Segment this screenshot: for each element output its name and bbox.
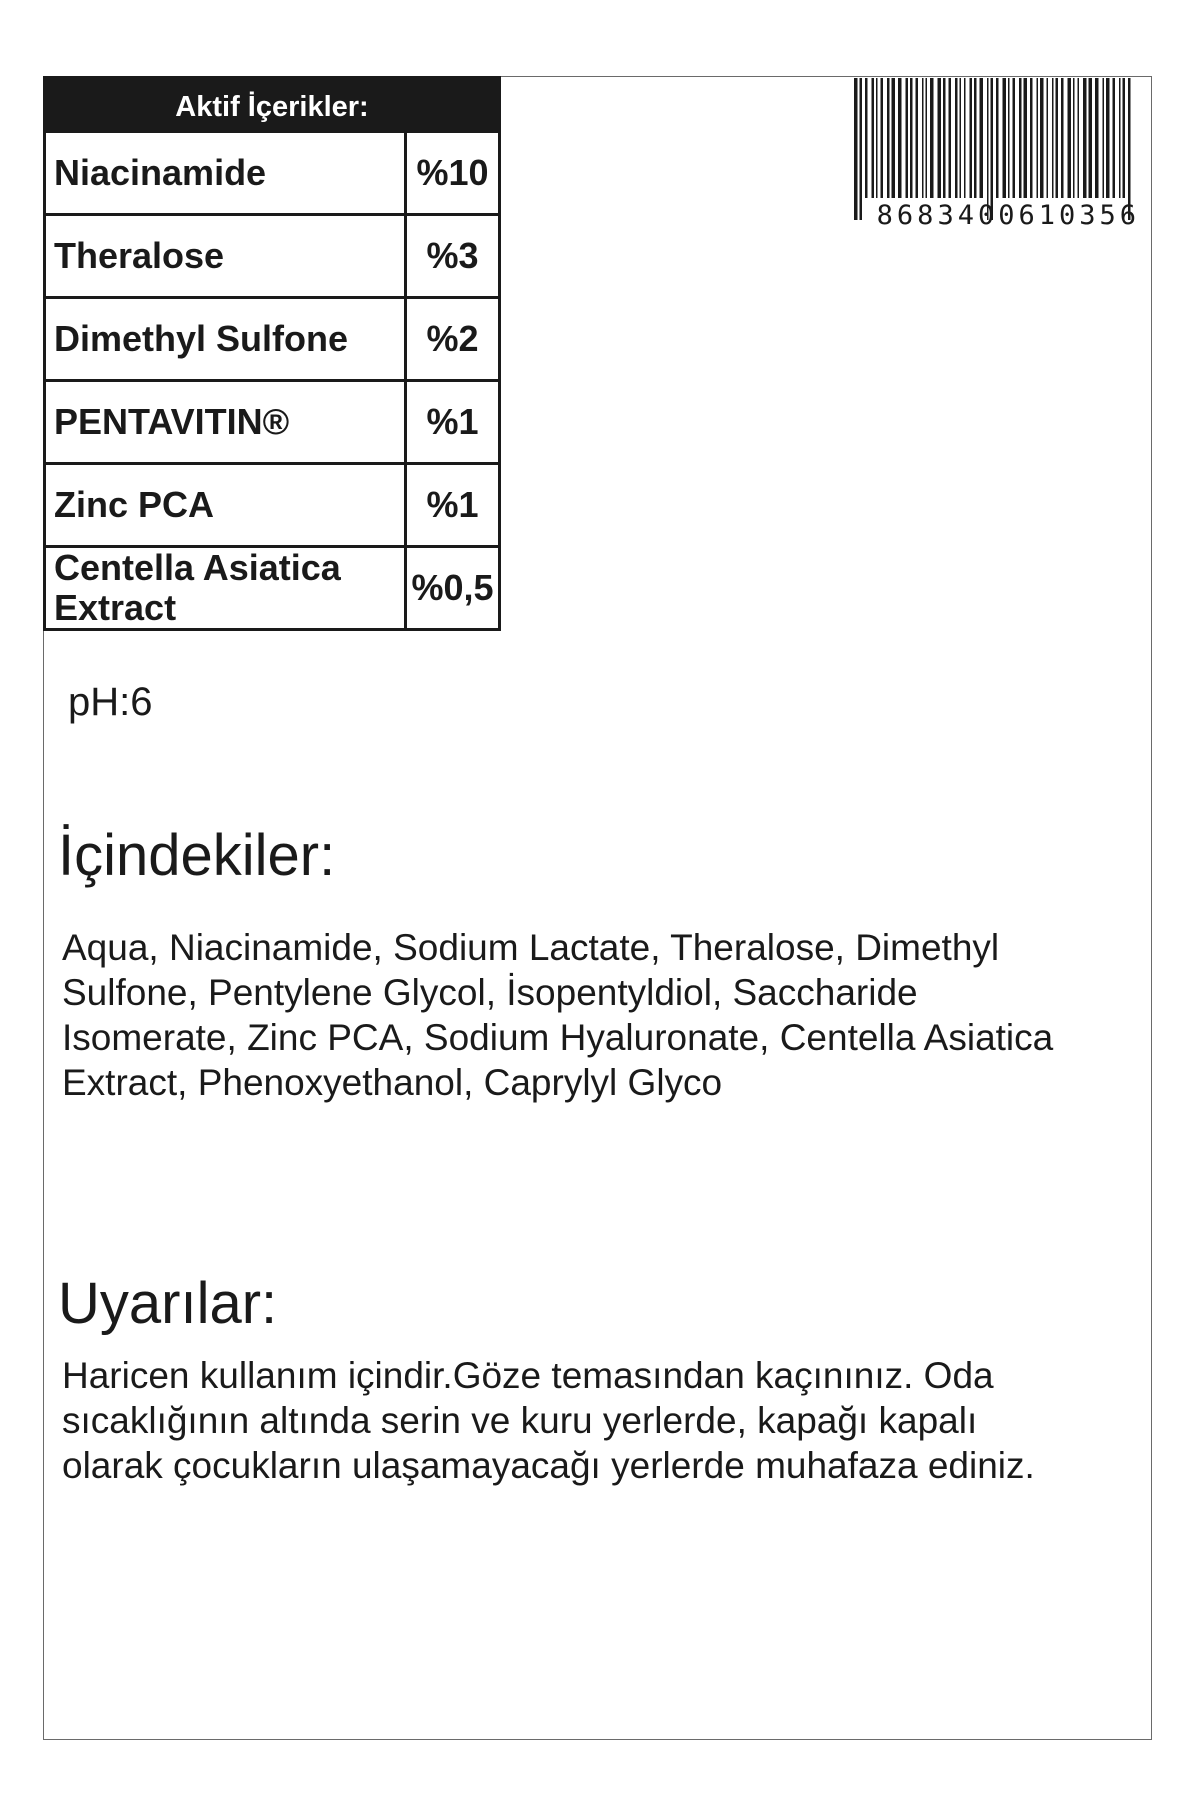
barcode-bar (1089, 78, 1093, 198)
barcode-bar (860, 78, 863, 220)
barcode-bar (854, 78, 858, 220)
active-ingredients-header: Aktif İçerikler: (43, 76, 501, 133)
table-row (45, 547, 500, 630)
barcode-bar (887, 78, 890, 198)
barcode-bar (943, 78, 946, 198)
ingredient-percent: %10 (406, 133, 500, 215)
barcode-bar (865, 78, 868, 198)
barcode-bar (898, 78, 902, 198)
ingredient-name: Zinc PCA (45, 464, 406, 547)
ingredient-name: PENTAVITIN® (45, 381, 406, 464)
barcode-bar (955, 78, 958, 198)
barcode-bar (926, 78, 928, 198)
barcode-bar (1037, 78, 1039, 198)
barcode-bar (1106, 78, 1110, 198)
barcode-bar (987, 78, 989, 220)
barcode-bar (1128, 78, 1131, 220)
barcode-bar (1095, 78, 1099, 198)
warnings-text: Haricen kullanım içindir.Göze temasından kaçınınız. Oda sıcaklığının altında serin ve kuru yerlerde, kapağı kapalı olarak çocukların ulaşamayacağı yerlerde muhafaza ediniz. (62, 1355, 1035, 1486)
ingredients-text: Aqua, Niacinamide, Sodium Lactate, Theralose, Dimethyl Sulfone, Pentylene Glycol, İsopentyldiol, Saccharide Isomerate, Zinc PCA, Sodium Hyaluronate, Centella Asiatica Extract, Phenoxyethanol, Caprylyl Glyco (62, 927, 1054, 1103)
ingredient-percent: %2 (406, 298, 500, 381)
barcode-bar (1056, 78, 1059, 198)
ph-value: pH:6 (68, 680, 153, 724)
ingredients-title: İçindekiler: (58, 823, 336, 888)
table-row (45, 133, 500, 215)
ingredient-name: Centella Asiatica Extract (45, 547, 406, 630)
barcode-bar (974, 78, 977, 198)
barcode-bar (964, 78, 966, 198)
ingredient-percent: %1 (406, 464, 500, 547)
ingredient-name: Theralose (45, 215, 406, 298)
barcode-bar (910, 78, 913, 198)
barcode-bar (930, 78, 934, 198)
ingredient-percent: %1 (406, 381, 500, 464)
barcode-bar (1083, 78, 1087, 198)
barcode-bar (876, 78, 878, 198)
table-row (45, 298, 500, 381)
table-row (45, 215, 500, 298)
barcode-bar (1073, 78, 1075, 198)
barcode-bar (1103, 78, 1105, 198)
barcode-bar (1024, 78, 1028, 198)
barcode-bar (949, 78, 952, 198)
barcode-bar (980, 78, 984, 198)
barcode-bar (1119, 78, 1121, 198)
barcode-bar (1013, 78, 1016, 198)
ingredient-percent: %3 (406, 215, 500, 298)
table-row (45, 381, 500, 464)
barcode-bar (922, 78, 924, 198)
barcode-bar (1030, 78, 1033, 198)
warnings-title: Uyarılar: (58, 1271, 278, 1336)
barcode-bar (991, 78, 994, 220)
barcode-bar (1019, 78, 1022, 198)
barcode-bar (938, 78, 942, 198)
barcode-bar (1040, 78, 1044, 198)
barcode-bar (916, 78, 919, 198)
active-ingredients-table (43, 76, 501, 631)
barcode-bar (892, 78, 896, 198)
ingredient-name: Dimethyl Sulfone (45, 298, 406, 381)
barcode-bar (1047, 78, 1049, 198)
barcode-bar (1123, 78, 1126, 198)
barcode-bar (1061, 78, 1064, 198)
barcode-bar (1052, 78, 1054, 198)
barcode-bar (881, 78, 884, 198)
barcode-bar (960, 78, 962, 198)
barcode-bar (1008, 78, 1010, 198)
barcode-bar (996, 78, 999, 198)
table-row (45, 464, 500, 547)
barcode-bar (970, 78, 973, 198)
barcode-bar (1113, 78, 1116, 198)
barcode-bar (1068, 78, 1072, 198)
active-ingredients-grid (43, 133, 501, 631)
barcode (850, 78, 1140, 231)
ingredient-percent: %0,5 (406, 547, 500, 630)
barcode-bar (1078, 78, 1080, 198)
barcode-bar (906, 78, 909, 198)
ingredient-name: Niacinamide (45, 133, 406, 215)
barcode-bar (872, 78, 875, 198)
barcode-number: 8683400610356 (876, 200, 1140, 231)
barcode-bar (1003, 78, 1007, 198)
